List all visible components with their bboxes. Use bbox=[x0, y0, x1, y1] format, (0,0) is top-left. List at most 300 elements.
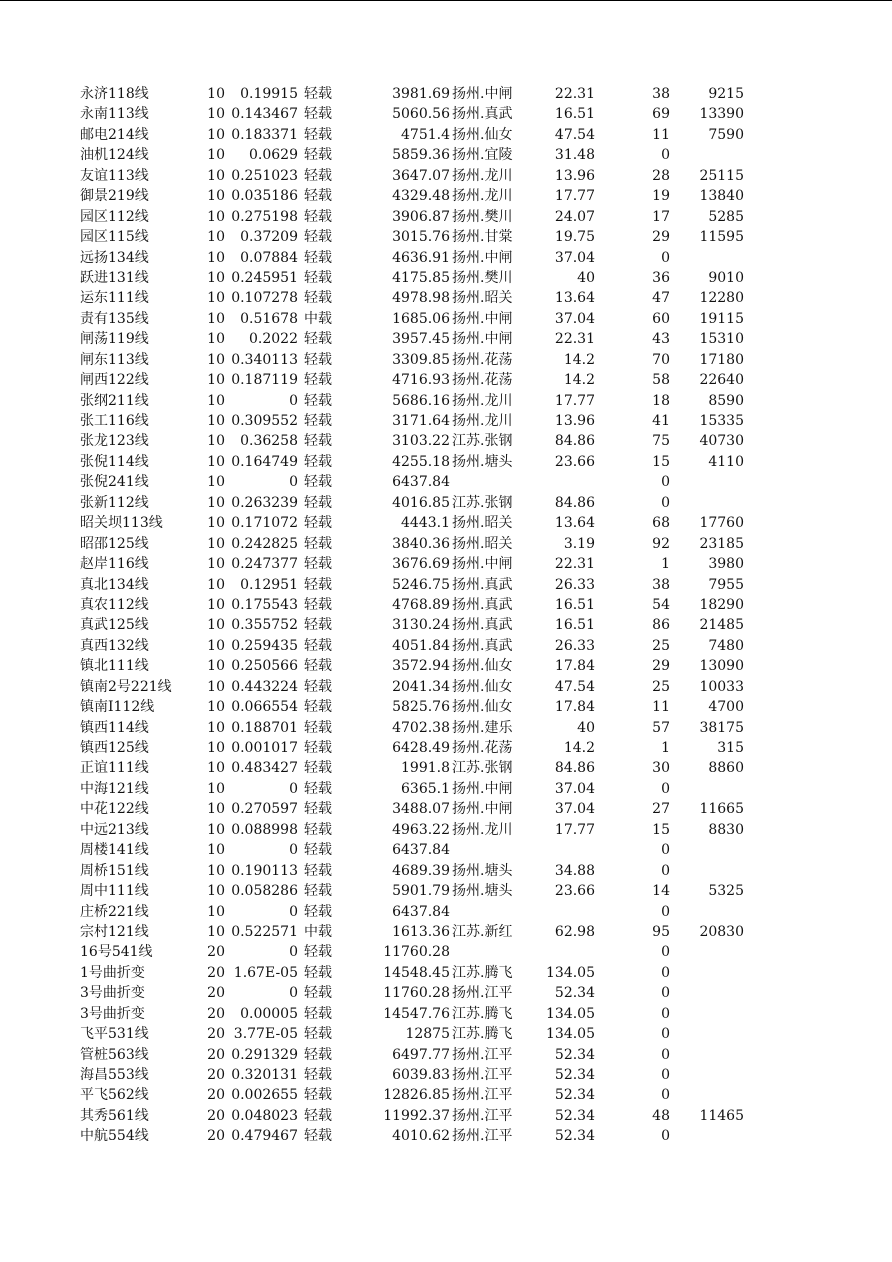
capacity-cell: 4751.4 bbox=[401, 126, 450, 143]
voltage-cell: 10 bbox=[207, 780, 225, 797]
distance-cell: 14.2 bbox=[563, 351, 595, 368]
distance-cell: 31.48 bbox=[554, 147, 595, 164]
table-row bbox=[80, 554, 780, 574]
load-ratio-cell: 0 bbox=[289, 780, 298, 797]
voltage-cell: 20 bbox=[207, 1087, 225, 1104]
substation-cell: 扬州.仙女 bbox=[452, 126, 513, 143]
voltage-cell: 10 bbox=[207, 556, 225, 573]
count-cell: 68 bbox=[652, 515, 670, 532]
capacity-cell: 4768.89 bbox=[392, 596, 450, 613]
voltage-cell: 10 bbox=[207, 760, 225, 777]
capacity-cell: 4716.93 bbox=[392, 372, 450, 389]
table-row bbox=[80, 452, 780, 472]
voltage-cell: 10 bbox=[207, 351, 225, 368]
line-name-cell: 真农112线 bbox=[80, 596, 149, 613]
load-ratio-cell: 0.479467 bbox=[231, 1128, 298, 1145]
amount-cell: 315 bbox=[717, 740, 744, 756]
voltage-cell: 10 bbox=[207, 208, 225, 225]
load-status-cell: 轻载 bbox=[304, 1046, 332, 1063]
load-status-cell: 轻载 bbox=[304, 188, 332, 205]
voltage-cell: 10 bbox=[207, 535, 225, 552]
table-row bbox=[80, 881, 780, 901]
line-name-cell: 永济118线 bbox=[80, 86, 149, 102]
load-ratio-cell: 0.250566 bbox=[231, 658, 298, 675]
capacity-cell: 4255.18 bbox=[392, 453, 450, 470]
load-status-cell: 轻载 bbox=[304, 86, 332, 102]
amount-cell: 13090 bbox=[699, 658, 744, 675]
substation-cell: 扬州.龙川 bbox=[452, 167, 513, 184]
line-name-cell: 园区115线 bbox=[80, 229, 149, 246]
load-ratio-cell: 0.12951 bbox=[240, 576, 298, 593]
load-ratio-cell: 0.36258 bbox=[240, 433, 298, 450]
distance-cell: 22.31 bbox=[554, 556, 595, 573]
load-ratio-cell: 0.51678 bbox=[240, 310, 298, 327]
amount-cell: 20830 bbox=[699, 923, 744, 940]
substation-cell: 扬州.中闸 bbox=[452, 249, 513, 266]
amount-cell: 5325 bbox=[708, 883, 744, 900]
amount-cell: 11465 bbox=[699, 1107, 744, 1124]
substation-cell: 扬州.江平 bbox=[452, 1128, 513, 1145]
table-row bbox=[80, 1106, 780, 1126]
substation-cell: 扬州.真武 bbox=[452, 596, 513, 613]
table-row bbox=[80, 1024, 780, 1044]
substation-cell: 扬州.花荡 bbox=[452, 351, 513, 368]
substation-cell: 扬州.仙女 bbox=[452, 699, 513, 716]
capacity-cell: 4051.84 bbox=[392, 637, 450, 654]
capacity-cell: 11760.28 bbox=[383, 944, 450, 961]
count-cell: 0 bbox=[661, 862, 670, 879]
count-cell: 38 bbox=[652, 86, 670, 102]
count-cell: 38 bbox=[652, 576, 670, 593]
table-row bbox=[80, 615, 780, 635]
voltage-cell: 10 bbox=[207, 147, 225, 164]
distance-cell: 3.19 bbox=[563, 535, 595, 552]
substation-cell: 扬州.樊川 bbox=[452, 269, 513, 286]
count-cell: 29 bbox=[652, 229, 670, 246]
capacity-cell: 5060.56 bbox=[392, 106, 450, 123]
capacity-cell: 1991.8 bbox=[401, 760, 450, 777]
voltage-cell: 10 bbox=[207, 433, 225, 450]
amount-cell: 9010 bbox=[708, 269, 744, 286]
voltage-cell: 10 bbox=[207, 126, 225, 143]
table-row bbox=[80, 248, 780, 268]
substation-cell: 扬州.江平 bbox=[452, 1067, 513, 1083]
distance-cell: 40 bbox=[577, 719, 595, 736]
count-cell: 11 bbox=[652, 699, 670, 716]
line-name-cell: 镇西114线 bbox=[80, 719, 149, 736]
table-row bbox=[80, 779, 780, 799]
line-name-cell: 镇西125线 bbox=[80, 740, 149, 756]
line-name-cell: 飞平531线 bbox=[80, 1026, 149, 1043]
data-table bbox=[80, 84, 780, 1147]
line-name-cell: 园区112线 bbox=[80, 208, 149, 225]
amount-cell: 7480 bbox=[708, 637, 744, 654]
amount-cell: 18290 bbox=[699, 596, 744, 613]
capacity-cell: 4689.39 bbox=[392, 862, 450, 879]
load-status-cell: 轻载 bbox=[304, 862, 332, 879]
count-cell: 0 bbox=[661, 842, 670, 859]
count-cell: 95 bbox=[652, 923, 670, 940]
distance-cell: 84.86 bbox=[554, 760, 595, 777]
distance-cell: 17.84 bbox=[554, 658, 595, 675]
count-cell: 0 bbox=[661, 964, 670, 981]
substation-cell: 扬州.龙川 bbox=[452, 821, 513, 838]
substation-cell: 扬州.塘头 bbox=[452, 862, 513, 879]
table-row bbox=[80, 677, 780, 697]
capacity-cell: 5901.79 bbox=[392, 883, 450, 900]
count-cell: 0 bbox=[661, 1067, 670, 1083]
load-status-cell: 轻载 bbox=[304, 453, 332, 470]
distance-cell: 40 bbox=[577, 269, 595, 286]
voltage-cell: 10 bbox=[207, 474, 225, 491]
substation-cell: 扬州.中闸 bbox=[452, 801, 513, 818]
distance-cell: 17.84 bbox=[554, 699, 595, 716]
distance-cell: 52.34 bbox=[554, 985, 595, 1002]
amount-cell bbox=[680, 1004, 744, 1024]
load-ratio-cell: 0 bbox=[289, 903, 298, 920]
distance-cell: 16.51 bbox=[554, 617, 595, 634]
load-status-cell: 轻载 bbox=[304, 126, 332, 143]
load-status-cell: 轻载 bbox=[304, 740, 332, 756]
line-name-cell: 张倪114线 bbox=[80, 453, 149, 470]
table-row bbox=[80, 636, 780, 656]
amount-cell bbox=[680, 472, 744, 492]
count-cell: 25 bbox=[652, 678, 670, 695]
distance-cell: 37.04 bbox=[554, 249, 595, 266]
substation-cell bbox=[452, 942, 524, 962]
voltage-cell: 10 bbox=[207, 392, 225, 409]
load-ratio-cell: 0.19915 bbox=[240, 86, 298, 102]
substation-cell: 江苏.腾飞 bbox=[452, 964, 513, 981]
distance-cell: 13.96 bbox=[554, 167, 595, 184]
line-name-cell: 真武125线 bbox=[80, 617, 149, 634]
line-name-cell: 中远213线 bbox=[80, 821, 149, 838]
amount-cell: 11665 bbox=[699, 801, 744, 818]
voltage-cell: 10 bbox=[207, 719, 225, 736]
capacity-cell: 4702.38 bbox=[392, 719, 450, 736]
amount-cell bbox=[680, 861, 744, 881]
line-name-cell: 镇北111线 bbox=[80, 658, 149, 675]
table-row bbox=[80, 350, 780, 370]
load-status-cell: 轻载 bbox=[304, 1128, 332, 1145]
distance-cell: 34.88 bbox=[554, 862, 595, 879]
distance-cell: 47.54 bbox=[554, 126, 595, 143]
load-status-cell: 轻载 bbox=[304, 678, 332, 695]
capacity-cell: 1685.06 bbox=[392, 310, 450, 327]
distance-cell: 13.64 bbox=[554, 515, 595, 532]
load-status-cell: 轻载 bbox=[304, 842, 332, 859]
line-name-cell: 跃进131线 bbox=[80, 269, 149, 286]
load-ratio-cell: 0.001017 bbox=[231, 740, 298, 756]
substation-cell: 扬州.昭关 bbox=[452, 515, 513, 532]
count-cell: 27 bbox=[652, 801, 670, 818]
line-name-cell: 御景219线 bbox=[80, 188, 149, 205]
line-name-cell: 庄桥221线 bbox=[80, 903, 149, 920]
line-name-cell: 张倪241线 bbox=[80, 474, 149, 491]
load-ratio-cell: 0.522571 bbox=[231, 923, 298, 940]
load-status-cell: 轻载 bbox=[304, 1026, 332, 1043]
capacity-cell: 4963.22 bbox=[392, 821, 450, 838]
load-status-cell: 轻载 bbox=[304, 617, 332, 634]
capacity-cell: 3957.45 bbox=[392, 331, 450, 348]
substation-cell: 江苏.张钢 bbox=[452, 433, 513, 450]
load-status-cell: 轻载 bbox=[304, 331, 332, 348]
count-cell: 19 bbox=[652, 188, 670, 205]
load-status-cell: 轻载 bbox=[304, 801, 332, 818]
load-ratio-cell: 0.263239 bbox=[231, 494, 298, 511]
count-cell: 0 bbox=[661, 1087, 670, 1104]
capacity-cell: 6428.49 bbox=[392, 740, 450, 756]
substation-cell: 扬州.仙女 bbox=[452, 678, 513, 695]
load-ratio-cell: 0.143467 bbox=[231, 106, 298, 123]
capacity-cell: 4636.91 bbox=[392, 249, 450, 266]
voltage-cell: 20 bbox=[207, 1005, 225, 1022]
load-ratio-cell: 0 bbox=[289, 392, 298, 409]
table-row bbox=[80, 840, 780, 860]
count-cell: 69 bbox=[652, 106, 670, 123]
substation-cell: 扬州.塘头 bbox=[452, 453, 513, 470]
amount-cell: 23185 bbox=[699, 535, 744, 552]
load-ratio-cell: 0.183371 bbox=[231, 126, 298, 143]
line-name-cell: 宗村121线 bbox=[80, 923, 149, 940]
load-ratio-cell: 0.175543 bbox=[231, 596, 298, 613]
load-ratio-cell: 1.67E-05 bbox=[233, 964, 298, 981]
count-cell: 57 bbox=[652, 719, 670, 736]
table-row bbox=[80, 983, 780, 1003]
distance-cell: 14.2 bbox=[563, 372, 595, 389]
capacity-cell: 3488.07 bbox=[392, 801, 450, 818]
amount-cell bbox=[680, 145, 744, 165]
line-name-cell: 周桥151线 bbox=[80, 862, 149, 879]
amount-cell bbox=[680, 1024, 744, 1044]
load-status-cell: 轻载 bbox=[304, 883, 332, 900]
capacity-cell: 5246.75 bbox=[392, 576, 450, 593]
voltage-cell: 20 bbox=[207, 1067, 225, 1083]
load-ratio-cell: 0.188701 bbox=[231, 719, 298, 736]
load-ratio-cell: 0.002655 bbox=[231, 1087, 298, 1104]
voltage-cell: 10 bbox=[207, 290, 225, 307]
load-status-cell: 轻载 bbox=[304, 637, 332, 654]
count-cell: 0 bbox=[661, 1046, 670, 1063]
amount-cell: 8590 bbox=[708, 392, 744, 409]
capacity-cell: 5686.16 bbox=[392, 392, 450, 409]
table-row bbox=[80, 104, 780, 124]
voltage-cell: 10 bbox=[207, 106, 225, 123]
count-cell: 75 bbox=[652, 433, 670, 450]
voltage-cell: 10 bbox=[207, 249, 225, 266]
count-cell: 0 bbox=[661, 1005, 670, 1022]
load-status-cell: 轻载 bbox=[304, 821, 332, 838]
voltage-cell: 10 bbox=[207, 801, 225, 818]
count-cell: 0 bbox=[661, 1128, 670, 1145]
page-top-border bbox=[0, 0, 892, 1]
substation-cell: 扬州.中闸 bbox=[452, 556, 513, 573]
amount-cell bbox=[680, 248, 744, 268]
line-name-cell: 3号曲折变 bbox=[80, 985, 145, 1002]
amount-cell: 19115 bbox=[699, 310, 744, 327]
substation-cell: 扬州.中闸 bbox=[452, 310, 513, 327]
line-name-cell: 永南113线 bbox=[80, 106, 149, 123]
count-cell: 0 bbox=[661, 249, 670, 266]
load-ratio-cell: 0 bbox=[289, 474, 298, 491]
load-status-cell: 轻载 bbox=[304, 413, 332, 429]
count-cell: 0 bbox=[661, 985, 670, 1002]
distance-cell: 22.31 bbox=[554, 86, 595, 102]
load-status-cell: 轻载 bbox=[304, 1005, 332, 1022]
line-name-cell: 远扬134线 bbox=[80, 249, 149, 266]
voltage-cell: 20 bbox=[207, 944, 225, 961]
load-status-cell: 轻载 bbox=[304, 249, 332, 266]
load-status-cell: 轻载 bbox=[304, 699, 332, 716]
line-name-cell: 友谊113线 bbox=[80, 167, 149, 184]
count-cell: 60 bbox=[652, 310, 670, 327]
capacity-cell: 6437.84 bbox=[392, 903, 450, 920]
count-cell: 0 bbox=[661, 147, 670, 164]
count-cell: 0 bbox=[661, 474, 670, 491]
distance-cell: 16.51 bbox=[554, 596, 595, 613]
substation-cell: 扬州.昭关 bbox=[452, 535, 513, 552]
load-ratio-cell: 0.309552 bbox=[231, 413, 298, 429]
load-status-cell: 轻载 bbox=[304, 964, 332, 981]
count-cell: 0 bbox=[661, 780, 670, 797]
line-name-cell: 昭邵125线 bbox=[80, 535, 149, 552]
load-ratio-cell: 0.320131 bbox=[231, 1067, 298, 1083]
table-row bbox=[80, 309, 780, 329]
table-row bbox=[80, 145, 780, 165]
load-status-cell: 轻载 bbox=[304, 780, 332, 797]
voltage-cell: 20 bbox=[207, 1128, 225, 1145]
table-row bbox=[80, 391, 780, 411]
line-name-cell: 海昌553线 bbox=[80, 1067, 149, 1083]
count-cell: 36 bbox=[652, 269, 670, 286]
count-cell: 17 bbox=[652, 208, 670, 225]
table-row bbox=[80, 1045, 780, 1065]
line-name-cell: 张工116线 bbox=[80, 413, 149, 429]
load-ratio-cell: 0.259435 bbox=[231, 637, 298, 654]
load-ratio-cell: 0.035186 bbox=[231, 188, 298, 205]
voltage-cell: 10 bbox=[207, 515, 225, 532]
load-status-cell: 轻载 bbox=[304, 372, 332, 389]
capacity-cell: 3840.36 bbox=[392, 535, 450, 552]
substation-cell: 扬州.江平 bbox=[452, 1046, 513, 1063]
distance-cell: 84.86 bbox=[554, 494, 595, 511]
line-name-cell: 3号曲折变 bbox=[80, 1005, 145, 1022]
line-name-cell: 中航554线 bbox=[80, 1128, 149, 1145]
amount-cell: 7955 bbox=[708, 576, 744, 593]
count-cell: 58 bbox=[652, 372, 670, 389]
line-name-cell: 运东111线 bbox=[80, 290, 149, 307]
table-row bbox=[80, 1085, 780, 1105]
substation-cell: 扬州.仙女 bbox=[452, 658, 513, 675]
amount-cell: 4700 bbox=[708, 699, 744, 716]
capacity-cell: 2041.34 bbox=[392, 678, 450, 695]
load-status-cell: 轻载 bbox=[304, 106, 332, 123]
table-row bbox=[80, 534, 780, 554]
amount-cell: 17180 bbox=[699, 351, 744, 368]
count-cell: 25 bbox=[652, 637, 670, 654]
capacity-cell: 3572.94 bbox=[392, 658, 450, 675]
line-name-cell: 1号曲折变 bbox=[80, 964, 145, 981]
distance-cell: 23.66 bbox=[554, 453, 595, 470]
voltage-cell: 20 bbox=[207, 1107, 225, 1124]
voltage-cell: 10 bbox=[207, 188, 225, 205]
count-cell: 29 bbox=[652, 658, 670, 675]
load-ratio-cell: 0.171072 bbox=[231, 515, 298, 532]
line-name-cell: 镇南Ⅰ112线 bbox=[80, 699, 155, 716]
voltage-cell: 10 bbox=[207, 494, 225, 511]
distance-cell: 17.77 bbox=[554, 188, 595, 205]
table-row bbox=[80, 207, 780, 227]
distance-cell: 37.04 bbox=[554, 310, 595, 327]
distance-cell: 17.77 bbox=[554, 392, 595, 409]
load-status-cell: 轻载 bbox=[304, 556, 332, 573]
amount-cell bbox=[680, 493, 744, 513]
capacity-cell: 14547.76 bbox=[383, 1005, 450, 1022]
count-cell: 15 bbox=[652, 453, 670, 470]
voltage-cell: 20 bbox=[207, 1026, 225, 1043]
amount-cell bbox=[680, 983, 744, 1003]
distance-cell: 37.04 bbox=[554, 801, 595, 818]
table-row bbox=[80, 697, 780, 717]
amount-cell bbox=[680, 902, 744, 922]
count-cell: 0 bbox=[661, 1026, 670, 1043]
table-row bbox=[80, 370, 780, 390]
amount-cell: 25115 bbox=[699, 167, 744, 184]
table-row bbox=[80, 1065, 780, 1085]
voltage-cell: 10 bbox=[207, 413, 225, 429]
load-ratio-cell: 0.2022 bbox=[249, 331, 298, 348]
distance-cell bbox=[530, 942, 595, 962]
load-ratio-cell: 0.247377 bbox=[231, 556, 298, 573]
table-row bbox=[80, 942, 780, 962]
load-status-cell: 轻载 bbox=[304, 474, 332, 491]
distance-cell: 84.86 bbox=[554, 433, 595, 450]
count-cell: 11 bbox=[652, 126, 670, 143]
substation-cell: 扬州.花荡 bbox=[452, 740, 513, 756]
table-row bbox=[80, 656, 780, 676]
load-ratio-cell: 0.242825 bbox=[231, 535, 298, 552]
distance-cell bbox=[530, 472, 595, 492]
table-row bbox=[80, 431, 780, 451]
load-status-cell: 轻载 bbox=[304, 208, 332, 225]
capacity-cell: 4978.98 bbox=[392, 290, 450, 307]
amount-cell: 5285 bbox=[708, 208, 744, 225]
distance-cell: 24.07 bbox=[554, 208, 595, 225]
substation-cell: 扬州.宜陵 bbox=[452, 147, 513, 164]
load-ratio-cell: 0.245951 bbox=[231, 269, 298, 286]
amount-cell: 8830 bbox=[708, 821, 744, 838]
substation-cell: 扬州.中闸 bbox=[452, 331, 513, 348]
load-status-cell: 轻载 bbox=[304, 269, 332, 286]
amount-cell bbox=[680, 779, 744, 799]
load-status-cell: 轻载 bbox=[304, 229, 332, 246]
table-row bbox=[80, 820, 780, 840]
voltage-cell: 10 bbox=[207, 883, 225, 900]
table-row bbox=[80, 861, 780, 881]
voltage-cell: 10 bbox=[207, 86, 225, 102]
line-name-cell: 真北134线 bbox=[80, 576, 149, 593]
distance-cell: 62.98 bbox=[554, 923, 595, 940]
line-name-cell: 镇南2号221线 bbox=[80, 678, 172, 695]
voltage-cell: 10 bbox=[207, 862, 225, 879]
capacity-cell: 4443.1 bbox=[401, 515, 450, 532]
distance-cell: 52.34 bbox=[554, 1128, 595, 1145]
table-row bbox=[80, 902, 780, 922]
count-cell: 14 bbox=[652, 883, 670, 900]
load-ratio-cell: 0.048023 bbox=[231, 1107, 298, 1124]
table-row bbox=[80, 472, 780, 492]
capacity-cell: 5859.36 bbox=[392, 147, 450, 164]
